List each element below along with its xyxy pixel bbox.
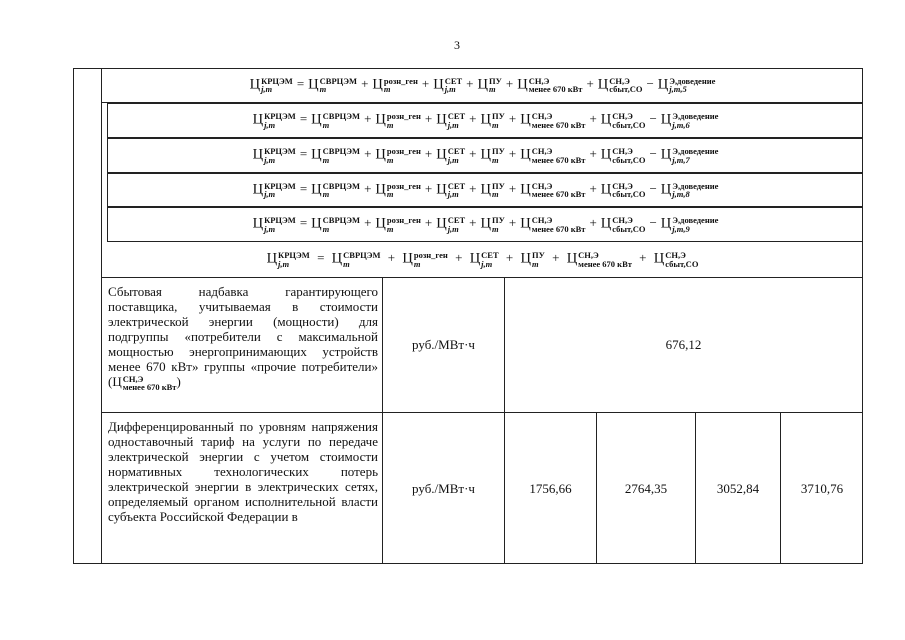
row1-desc-sub: менее 670 кВт — [122, 382, 177, 393]
formula-final: Ц КРЦЭМ j,m = Ц СВРЦЭМ m + Ц розн_ген m + Ц СЕТ j,m + Ц ПУ m + Ц СН,Э менее 670 кВт + Ц СН,Э сбыт,СО — [266, 250, 699, 269]
formula: Ц КРЦЭМ j,m = Ц СВРЦЭМ m + Ц розн_ген m + Ц СЕТ j,m + Ц ПУ m + Ц СН,Э менее 670 кВт + Ц СН,Э сбыт,СО − Ц Э,доведение j,m,7 — [252, 146, 719, 165]
row2-value-1: 1756,66 — [505, 413, 597, 564]
formula-row — [107, 207, 863, 242]
row2-value-2: 2764,35 — [597, 413, 696, 564]
formula: Ц КРЦЭМ j,m = Ц СВРЦЭМ m + Ц розн_ген m + Ц СЕТ j,m + Ц ПУ m + Ц СН,Э менее 670 кВт + Ц СН,Э сбыт,СО − Ц Э,доведение j,m,9 — [252, 215, 719, 234]
formula: Ц КРЦЭМ j,m = Ц СВРЦЭМ m + Ц розн_ген m + Ц СЕТ j,m + Ц ПУ m + Ц СН,Э менее 670 кВт + Ц СН,Э сбыт,СО − Ц Э,доведение j,m,5 — [249, 75, 716, 94]
formula: Ц КРЦЭМ j,m = Ц СВРЦЭМ m + Ц розн_ген m + Ц СЕТ j,m + Ц ПУ m + Ц СН,Э менее 670 кВт + Ц СН,Э сбыт,СО − Ц Э,доведение j,m,8 — [252, 180, 719, 199]
formula-row — [107, 138, 863, 173]
row2-description-cell — [102, 413, 383, 564]
left-column-strip — [73, 68, 102, 564]
row1-desc-end: ) — [176, 374, 181, 389]
row1-unit: руб./МВт·ч — [383, 278, 505, 413]
row1-description: Сбытовая надбавка гарантирующего поставщика, учитываемая в стоимости электрической энергии (мощности) для подгруппы «потребители с максимальной мощностью энергопринимающих устройств менее 670 кВт» группы «прочие потребители» (Ц — [108, 284, 378, 389]
row1-description-cell — [102, 278, 383, 413]
formula-row — [102, 68, 863, 103]
row2-unit: руб./МВт·ч — [383, 413, 505, 564]
formula-row — [107, 103, 863, 138]
row1-desc-sup: СН,Э — [122, 373, 144, 384]
page-number: 3 — [454, 38, 460, 52]
formula-row — [107, 173, 863, 207]
row2-value-4: 3710,76 — [800, 480, 844, 496]
row1-value: 676,12 — [505, 278, 863, 413]
formula: Ц КРЦЭМ j,m = Ц СВРЦЭМ m + Ц розн_ген m + Ц СЕТ j,m + Ц ПУ m + Ц СН,Э менее 670 кВт + Ц СН,Э сбыт,СО − Ц Э,доведение j,m,6 — [252, 111, 719, 130]
formula-row-final — [102, 242, 863, 278]
row2-description: Дифференцированный по уровням напряжения одноставочный тариф на услуги по передаче электрической энергии с учетом стоимости нормативных технологических потерь электрической энергии в электрических сетях, определяемый органом исполнительной власти субъекта Российской Федерации в — [108, 419, 378, 524]
row2-value-3: 3052,84 — [696, 413, 781, 564]
